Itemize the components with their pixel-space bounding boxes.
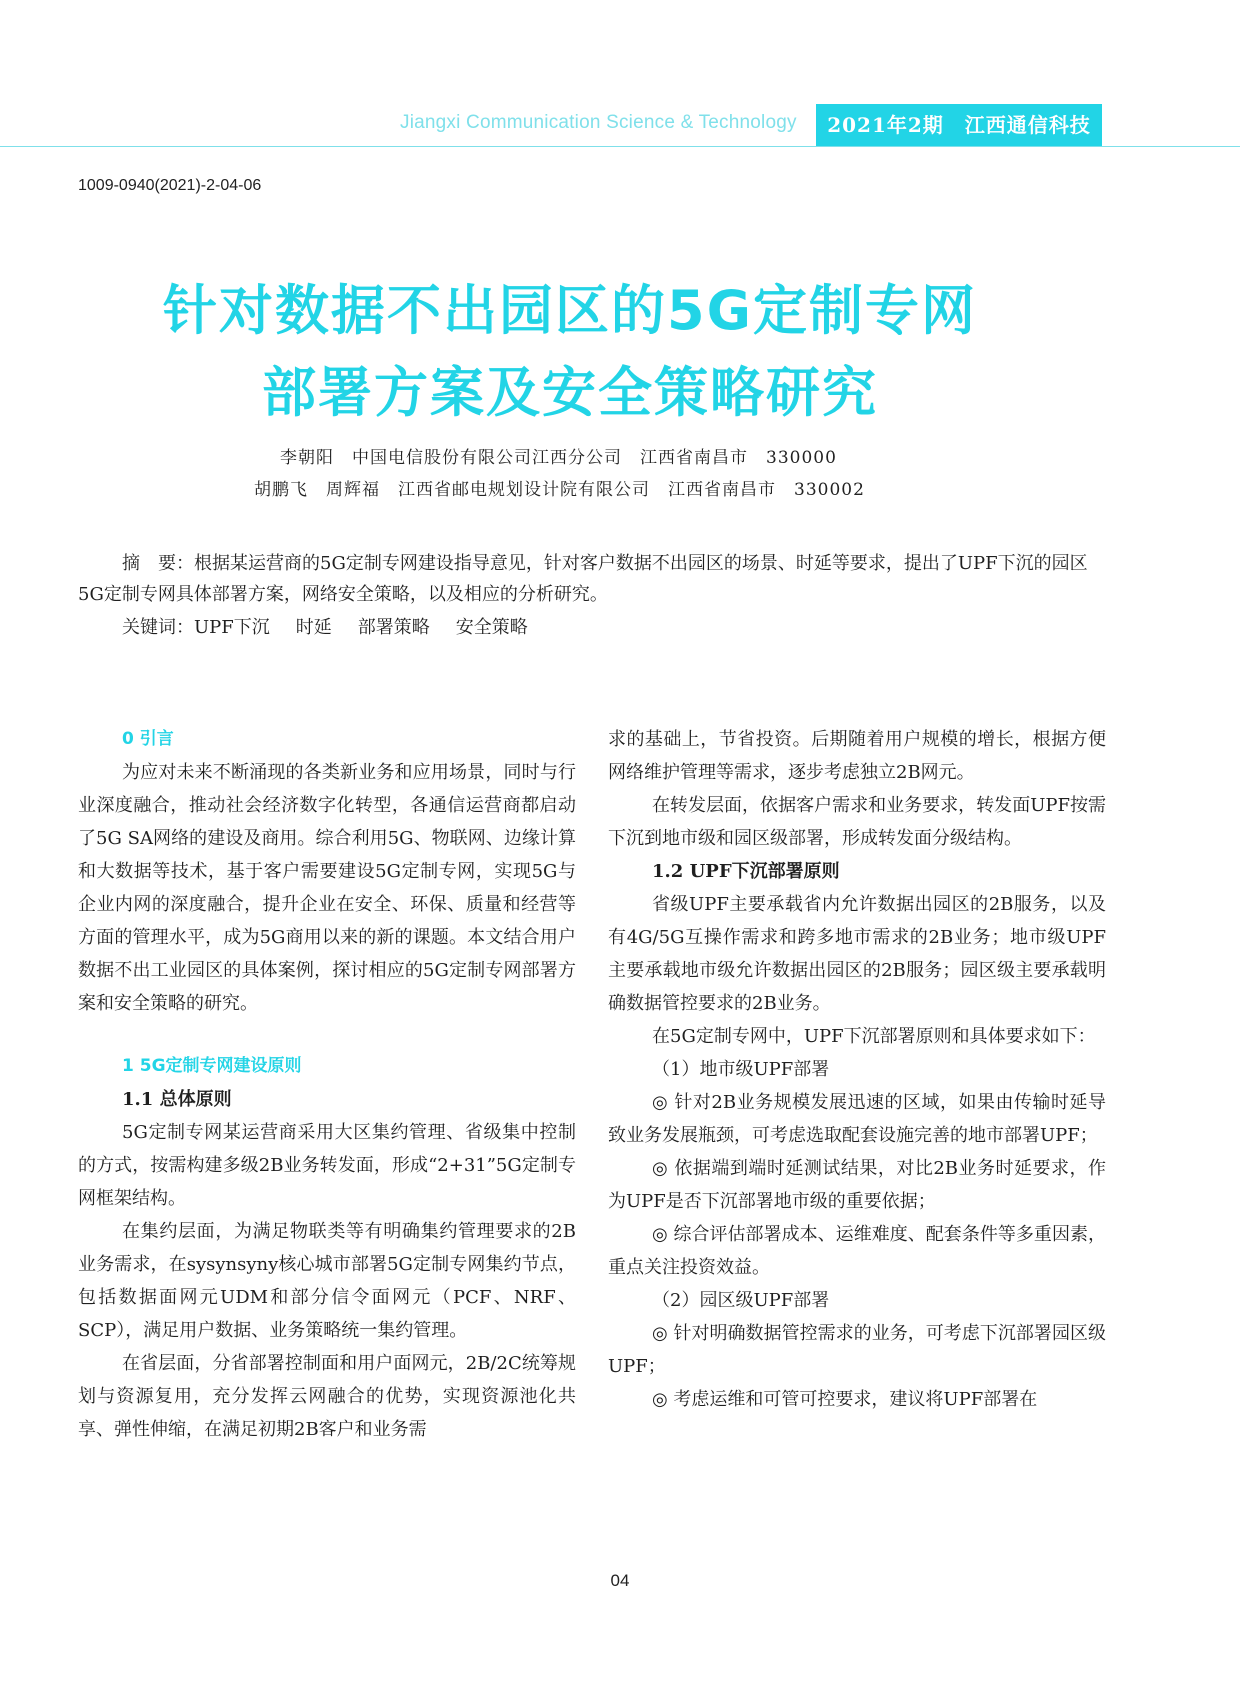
paragraph: 省级UPF主要承载省内允许数据出园区的2B服务，以及有4G/5G互操作需求和跨多地市需求的2B业务；地市级UPF主要承载地市级允许数据出园区的2B服务；园区级主要承载明确数据管控要求的2B业务。 <box>608 894 1106 1014</box>
paragraph-continued: 求的基础上，节省投资。后期随着用户规模的增长，根据方便网络维护管理等需求，逐步考虑独立2B网元。 <box>608 729 1106 783</box>
section-heading-intro: 0 引言 <box>122 729 174 749</box>
abstract-text: 根据某运营商的5G定制专网建设指导意见，针对客户数据不出园区的场景、时延等要求，提出了UPF下沉的园区5G定制专网具体部署方案，网络安全策略，以及相应的分析研究。 <box>78 553 1088 605</box>
bullet-item: ◎ 针对2B业务规模发展迅速的区域，如果由传输时延导致业务发展瓶颈，可考虑选取配套设施完善的地市部署UPF； <box>608 1092 1106 1146</box>
keywords-label: 关键词： <box>122 617 194 638</box>
right-column <box>608 723 1106 1416</box>
paragraph: 5G定制专网某运营商采用大区集约管理、省级集中控制的方式，按需构建多级2B业务转发面，形成“2+31”5G定制专网框架结构。 <box>78 1122 576 1209</box>
keyword: 安全策略 <box>455 617 528 638</box>
list-title: （1）地市级UPF部署 <box>652 1059 830 1080</box>
header-rule <box>0 146 1240 147</box>
left-column <box>78 723 576 1446</box>
page-number: 04 <box>610 1571 630 1590</box>
keyword: 时延 <box>295 617 332 638</box>
paper-title-line1: 针对数据不出园区的5G定制专网 <box>163 279 977 342</box>
paragraph: 在集约层面，为满足物联类等有明确集约管理要求的2B业务需求，在sysynsyny核心城市部署5G定制专网集约节点，包括数据面网元UDM和部分信令面网元（PCF、NRF、SCP），满足用户数据、业务策略统一集约管理。 <box>78 1221 576 1341</box>
author-line-2: 胡鹏飞 周辉福 江西省邮电规划设计院有限公司 江西省南昌市 330002 <box>254 480 865 500</box>
paragraph: 在5G定制专网中，UPF下沉部署原则和具体要求如下： <box>652 1026 1096 1047</box>
paragraph: 在省层面，分省部署控制面和用户面网元，2B/2C统筹规划与资源复用，充分发挥云网融合的优势，实现资源池化共享、弹性伸缩，在满足初期2B客户和业务需 <box>78 1353 576 1440</box>
paragraph: 在转发层面，依据客户需求和业务要求，转发面UPF按需下沉到地市级和园区级部署，形成转发面分级结构。 <box>608 795 1106 849</box>
subsection-heading-upf: 1.2 UPF下沉部署原则 <box>652 861 840 882</box>
bullet-item: ◎ 综合评估部署成本、运维难度、配套条件等多重因素，重点关注投资效益。 <box>608 1224 1106 1278</box>
abstract-block <box>78 548 1110 643</box>
subsection-heading-overall: 1.1 总体原则 <box>122 1089 232 1110</box>
section-heading-principles: 1 5G定制专网建设原则 <box>122 1056 302 1076</box>
bullet-item: ◎ 考虑运维和可管可控要求，建议将UPF部署在 <box>652 1389 1038 1410</box>
journal-english-name: Jiangxi Communication Science & Technology <box>400 112 797 133</box>
keyword: UPF下沉 <box>194 617 270 638</box>
abstract-label: 摘 要： <box>122 553 194 574</box>
document-id: 1009-0940(2021)-2-04-06 <box>78 177 262 194</box>
paragraph: 为应对未来不断涌现的各类新业务和应用场景，同时与行业深度融合，推动社会经济数字化转型，各通信运营商都启动了5G SA网络的建设及商用。综合利用5G、物联网、边缘计算和大数据等技术，基于客户需要建设5G定制专网，实现5G与企业内网的深度融合，提升企业在安全、环保、质量和经营等方面的管理水平，成为5G商用以来的新的课题。本文结合用户数据不出工业园区的具体案例，探讨相应的5G定制专网部署方案和安全策略的研究。 <box>78 762 576 1014</box>
bullet-item: ◎ 依据端到端时延测试结果，对比2B业务时延要求，作为UPF是否下沉部署地市级的重要依据； <box>608 1158 1106 1212</box>
paper-title-line2: 部署方案及安全策略研究 <box>262 361 878 424</box>
bullet-item: ◎ 针对明确数据管控需求的业务，可考虑下沉部署园区级UPF； <box>608 1323 1106 1377</box>
keyword: 部署策略 <box>357 617 430 638</box>
keywords-line <box>122 612 1110 643</box>
abstract-paragraph <box>78 548 1110 610</box>
list-title: （2）园区级UPF部署 <box>652 1290 830 1311</box>
author-line-1: 李朝阳 中国电信股份有限公司江西分公司 江西省南昌市 330000 <box>280 448 837 468</box>
journal-issue-badge: 2021年2期 江西通信科技 <box>816 104 1102 146</box>
